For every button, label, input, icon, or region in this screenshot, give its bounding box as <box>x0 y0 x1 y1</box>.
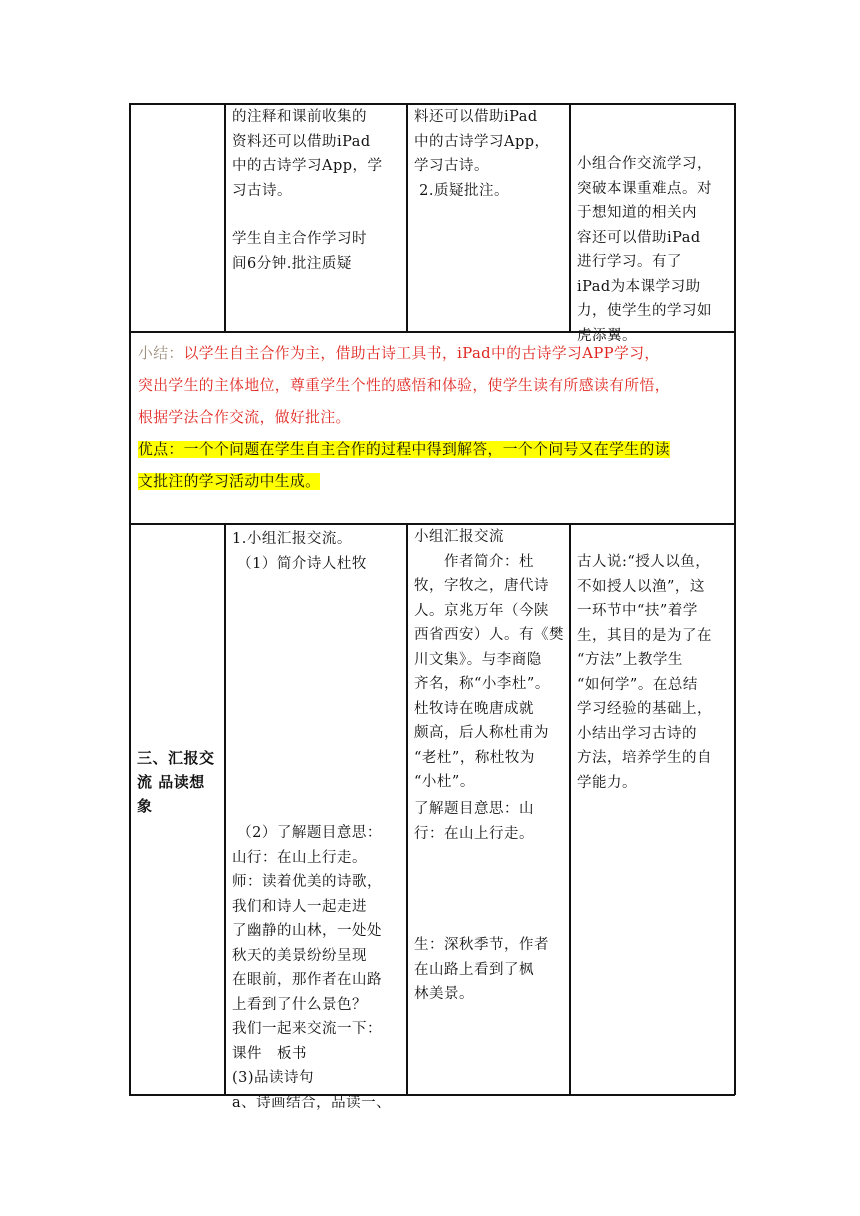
text-line: 我们一起来交流一下： <box>232 1021 382 1037</box>
text-line: 行：在山上行走。 <box>414 825 534 842</box>
text-line: 山行：在山上行走。 <box>232 849 367 866</box>
text-line: 1.小组汇报交流。 <box>232 531 352 547</box>
text-line: 了幽静的山林，一处处 <box>232 923 382 939</box>
text-line: （1）简介诗人杜牧 <box>232 555 367 572</box>
summary-text: 根据学法合作交流，做好批注。 <box>138 409 351 426</box>
text-line: “如何学”。在总结 <box>577 676 698 693</box>
text-line: 人。京兆万年（今陕 <box>414 602 549 619</box>
text-line: iPad为本课学习助 <box>577 278 701 295</box>
table-bottom-border <box>129 1094 735 1096</box>
summary-block <box>138 338 730 498</box>
text-line: 在山路上看到了枫 <box>414 961 534 978</box>
text-line: 川文集》。与李商隐 <box>414 651 542 668</box>
col-divider-1b <box>224 523 226 1095</box>
text-line: 牧，字牧之，唐代诗 <box>414 578 549 594</box>
text-line: 古人说:“授人以鱼， <box>577 554 711 570</box>
text-line: “小杜”。 <box>414 774 475 790</box>
text-line: 虎添翼。 <box>577 327 637 344</box>
col-divider-3a <box>569 103 571 332</box>
section-title-line: 象 <box>137 797 153 815</box>
text-line: 进行学习。有了 <box>577 254 682 270</box>
row3-design-intent <box>577 550 733 795</box>
text-line: (3)品读诗句 <box>232 1070 315 1086</box>
col-divider-2a <box>406 103 408 332</box>
text-line: 小组合作交流学习， <box>577 156 712 172</box>
summary-label: 小结： <box>138 345 184 362</box>
section-title <box>137 746 223 818</box>
row3-teacher-activity-top <box>232 527 404 576</box>
text-line: 生，其目的是为了在 <box>577 627 712 644</box>
text-line: 学习古诗。 <box>414 158 489 174</box>
row3-student-report-top <box>414 525 568 795</box>
text-line: 一环节中“扶”着学 <box>577 603 698 619</box>
text-line: 西省西安）人。有《樊 <box>414 627 564 643</box>
row1-student-activity <box>232 105 404 276</box>
text-line: 突破本课重难点。对 <box>577 180 712 197</box>
text-line: 颇高，后人称杜甫为 <box>414 725 549 741</box>
text-line: 课件 板书 <box>232 1045 307 1062</box>
text-line: 生：深秋季节，作者 <box>414 937 549 953</box>
summary-text: 以学生自主合作为主，借助古诗工具书，iPad中的古诗学习APP学习， <box>183 345 660 362</box>
summary-text: 突出学生的主体地位，尊重学生个性的感悟和体验，使学生读有所感读有所悟， <box>138 377 670 394</box>
text-line: 了解题目意思：山 <box>414 801 534 817</box>
text-line: （2）了解题目意思： <box>232 825 382 841</box>
text-line: 容还可以借助iPad <box>577 229 701 246</box>
text-line: 秋天的美景纷纷呈现 <box>232 947 367 964</box>
col-divider-1a <box>224 103 226 332</box>
row3-student-report-mid <box>414 797 568 846</box>
text-line: 小组汇报交流 <box>414 529 504 545</box>
table-left-border <box>129 103 131 1095</box>
text-line: 上看到了什么景色？ <box>232 996 367 1013</box>
text-line: 中的古诗学习App， <box>414 133 550 150</box>
text-line: 作者简介：杜 <box>414 553 534 570</box>
section-title-line: 三、汇报交 <box>137 749 215 767</box>
col-divider-3b <box>569 523 571 1095</box>
text-line: 2.质疑批注。 <box>414 182 509 199</box>
text-line: a、诗画结合，品读一、 <box>232 1094 392 1111</box>
row1-expected-outcome <box>414 105 568 203</box>
text-line: 于想知道的相关内 <box>577 205 697 221</box>
text-line: 师：读着优美的诗歌， <box>232 874 382 890</box>
advantage-highlight: 文批注的学习活动中生成。 <box>138 473 321 490</box>
text-line: 杜牧诗在晚唐成就 <box>414 700 534 717</box>
col-divider-2b <box>406 523 408 1095</box>
text-line: 力，使学生的学习如 <box>577 303 712 319</box>
text-line: 的注释和课前收集的 <box>232 109 367 125</box>
text-line: 我们和诗人一起走进 <box>232 898 367 915</box>
text-line: 不如授人以渔”，这 <box>577 578 705 595</box>
text-line: 在眼前，那作者在山路 <box>232 972 382 988</box>
row3-teacher-activity-bottom <box>232 821 404 1115</box>
section-title-line: 流 品读想 <box>137 773 205 791</box>
text-line: 资料还可以借助iPad <box>232 133 371 150</box>
text-line: 间6分钟.批注质疑 <box>232 255 352 272</box>
text-line: 方法，培养学生的自 <box>577 750 712 766</box>
text-line: 林美景。 <box>414 986 474 1002</box>
text-line: 中的古诗学习App，学 <box>232 158 383 174</box>
row3-student-report-bottom <box>414 933 568 1007</box>
text-line: “方法”上教学生 <box>577 652 683 668</box>
table-right-border <box>734 103 736 1095</box>
text-line: 习古诗。 <box>232 182 292 199</box>
text-line: 学能力。 <box>577 774 637 791</box>
text-line: 齐名，称“小李杜”。 <box>414 676 550 692</box>
advantage-highlight: 优点：一个个问题在学生自主合作的过程中得到解答，一个个问号又在学生的读 <box>138 441 670 458</box>
text-line: 小结出学习古诗的 <box>577 725 697 742</box>
text-line: 料还可以借助iPad <box>414 109 538 125</box>
text-line: 学习经验的基础上， <box>577 701 712 717</box>
row1-design-intent <box>577 152 733 348</box>
text-line: 学生自主合作学习时 <box>232 231 367 247</box>
text-line: “老杜”，称杜牧为 <box>414 749 535 766</box>
